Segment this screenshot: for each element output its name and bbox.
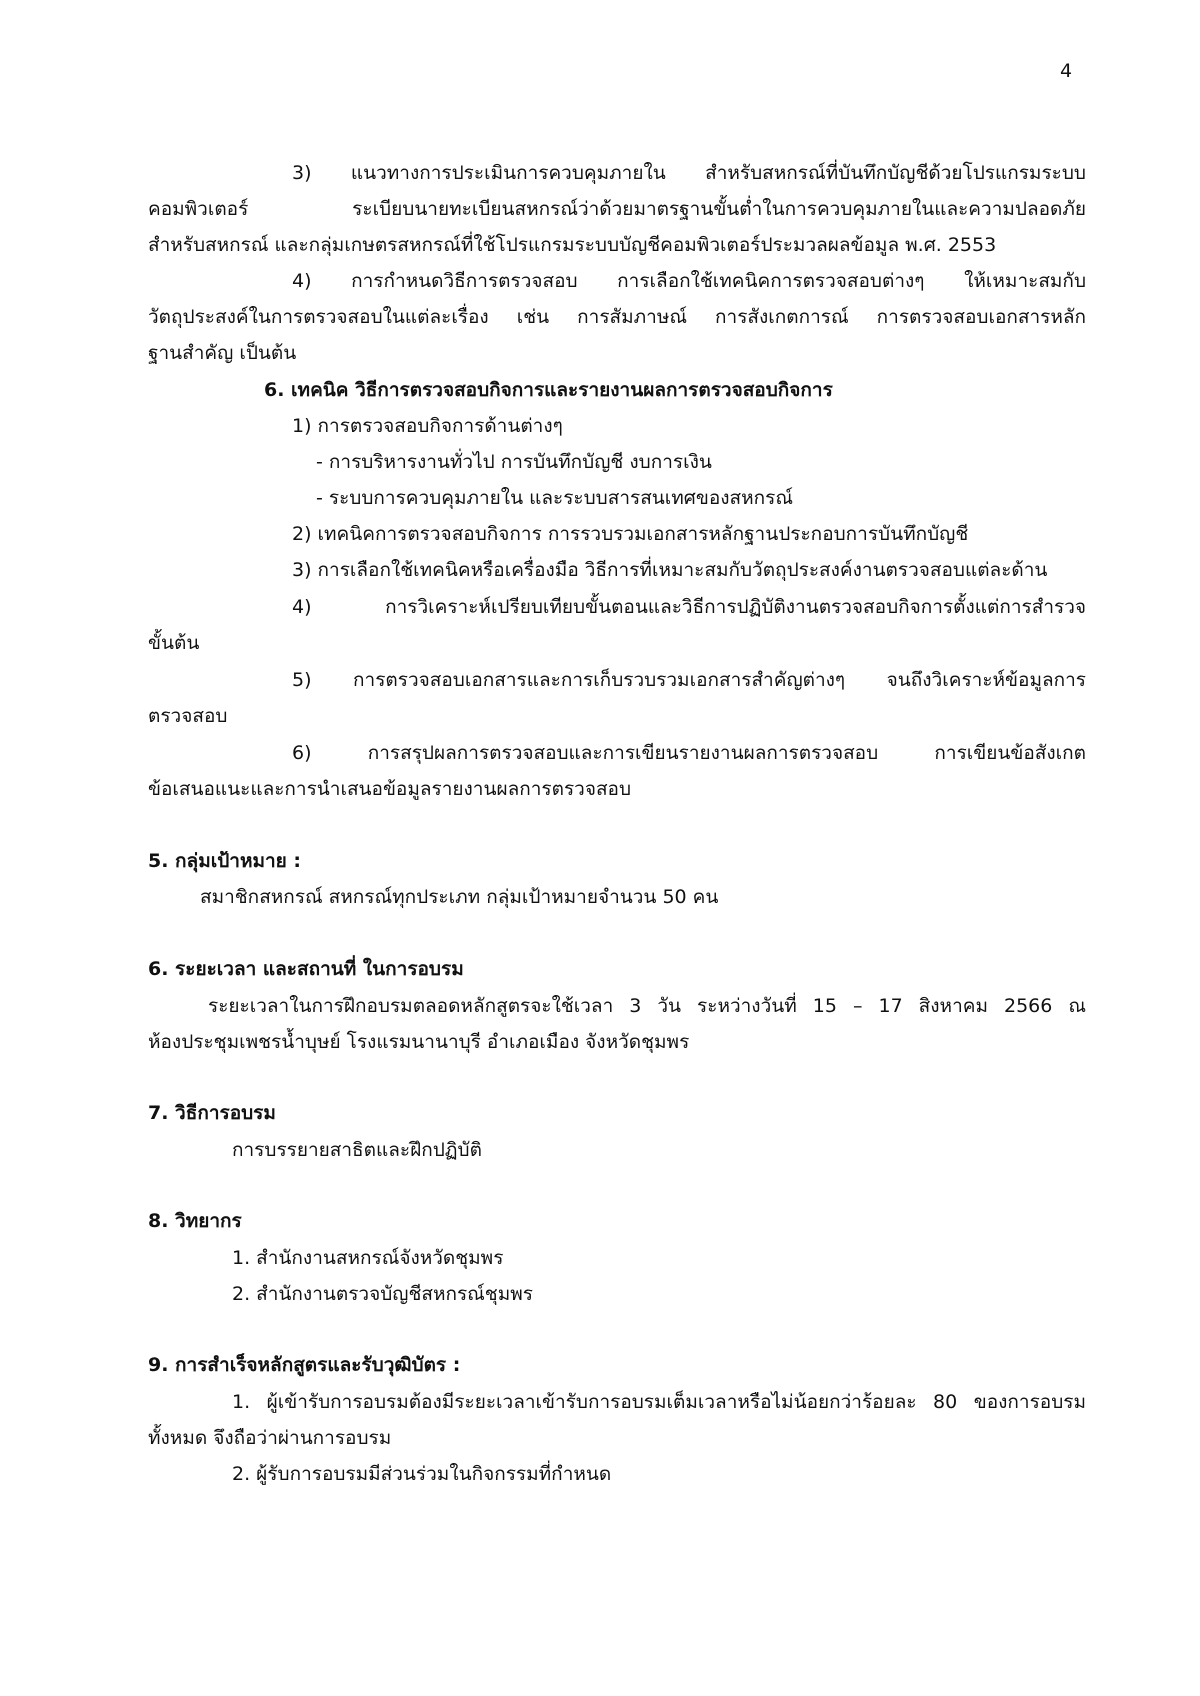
intro-line: สำหรับสหกรณ์ และกลุ่มเกษตรสหกรณ์ที่ใช้โปรแกรมระบบบัญชีคอมพิวเตอร์ประมวลผลข้อมูล พ.ศ. 2553 [148,234,997,256]
section-body: สมาชิกสหกรณ์ สหกรณ์ทุกประเภท กลุ่มเป้าหมายจำนวน 50 คน [200,886,719,908]
list-item: 1. สำนักงานสหกรณ์จังหวัดชุมพร [232,1247,504,1269]
topic-line: 1) การตรวจสอบกิจการด้านต่างๆ [292,415,563,437]
topic-line: - การบริหารงานทั่วไป การบันทึกบัญชี งบการเงิน [316,451,712,473]
section-body: 2. ผู้รับการอบรมมีส่วนร่วมในกิจกรรมที่กำหนด [232,1463,612,1485]
topic-line: 6) การสรุปผลการตรวจสอบและการเขียนรายงานผลการตรวจสอบ การเขียนข้อสังเกต [292,742,1086,764]
topic-line: ขั้นต้น [148,632,200,654]
list-item: 2. สำนักงานตรวจบัญชีสหกรณ์ชุมพร [232,1283,533,1305]
section-body: ทั้งหมด จึงถือว่าผ่านการอบรม [148,1427,392,1449]
section-heading: 8. วิทยากร [148,1210,242,1232]
topic-line: 5) การตรวจสอบเอกสารและการเก็บรวบรวมเอกสารสำคัญต่างๆ จนถึงวิเคราะห์ข้อมูลการ [292,669,1086,691]
intro-line: คอมพิวเตอร์ ระเบียบนายทะเบียนสหกรณ์ว่าด้วยมาตรฐานขั้นต่ำในการควบคุมภายในและความปลอดภัย [148,198,1086,220]
section-heading: 7. วิธีการอบรม [148,1102,276,1124]
section-body: 1. ผู้เข้ารับการอบรมต้องมีระยะเวลาเข้ารับการอบรมเต็มเวลาหรือไม่น้อยกว่าร้อยละ 80 ของการอบรม [232,1391,1086,1413]
intro-line: 4) การกำหนดวิธีการตรวจสอบ การเลือกใช้เทคนิคการตรวจสอบต่างๆ ให้เหมาะสมกับ [292,270,1086,292]
topic-line: 2) เทคนิคการตรวจสอบกิจการ การรวบรวมเอกสารหลักฐานประกอบการบันทึกบัญชี [292,523,969,545]
section-body: การบรรยายสาธิตและฝึกปฏิบัติ [232,1139,482,1161]
topic-line: - ระบบการควบคุมภายใน และระบบสารสนเทศของสหกรณ์ [316,487,794,509]
intro-line: ฐานสำคัญ เป็นต้น [148,342,297,364]
section-heading: 6. ระยะเวลา และสถานที่ ในการอบรม [148,958,464,980]
section-body: ห้องประชุมเพชรน้ำบุษย์ โรงแรมนานาบุรี อำเภอเมือง จังหวัดชุมพร [148,1031,690,1053]
topic-line: ข้อเสนอแนะและการนำเสนอข้อมูลรายงานผลการตรวจสอบ [148,778,632,800]
page-number: 4 [1060,60,1073,82]
section-heading: 9. การสำเร็จหลักสูตรและรับวุฒิบัตร : [148,1354,461,1376]
section-heading: 5. กลุ่มเป้าหมาย : [148,850,302,872]
section-body: ระยะเวลาในการฝึกอบรมตลอดหลักสูตรจะใช้เวลา 3 วัน ระหว่างวันที่ 15 – 17 สิงหาคม 2566 ณ [208,995,1086,1017]
intro-line: วัตถุประสงค์ในการตรวจสอบในแต่ละเรื่อง เช่น การสัมภาษณ์ การสังเกตการณ์ การตรวจสอบเอกสารหลัก [148,306,1086,328]
topic-line: 4) การวิเคราะห์เปรียบเทียบขั้นตอนและวิธีการปฏิบัติงานตรวจสอบกิจการตั้งแต่การสำรวจ [292,596,1086,618]
topic-heading: 6. เทคนิค วิธีการตรวจสอบกิจการและรายงานผลการตรวจสอบกิจการ [264,379,833,401]
intro-line: 3) แนวทางการประเมินการควบคุมภายใน สำหรับสหกรณ์ที่บันทึกบัญชีด้วยโปรแกรมระบบ [292,162,1086,184]
topic-line: 3) การเลือกใช้เทคนิคหรือเครื่องมือ วิธีการที่เหมาะสมกับวัตถุประสงค์งานตรวจสอบแต่ละด้าน [292,559,1048,581]
topic-line: ตรวจสอบ [148,705,228,727]
